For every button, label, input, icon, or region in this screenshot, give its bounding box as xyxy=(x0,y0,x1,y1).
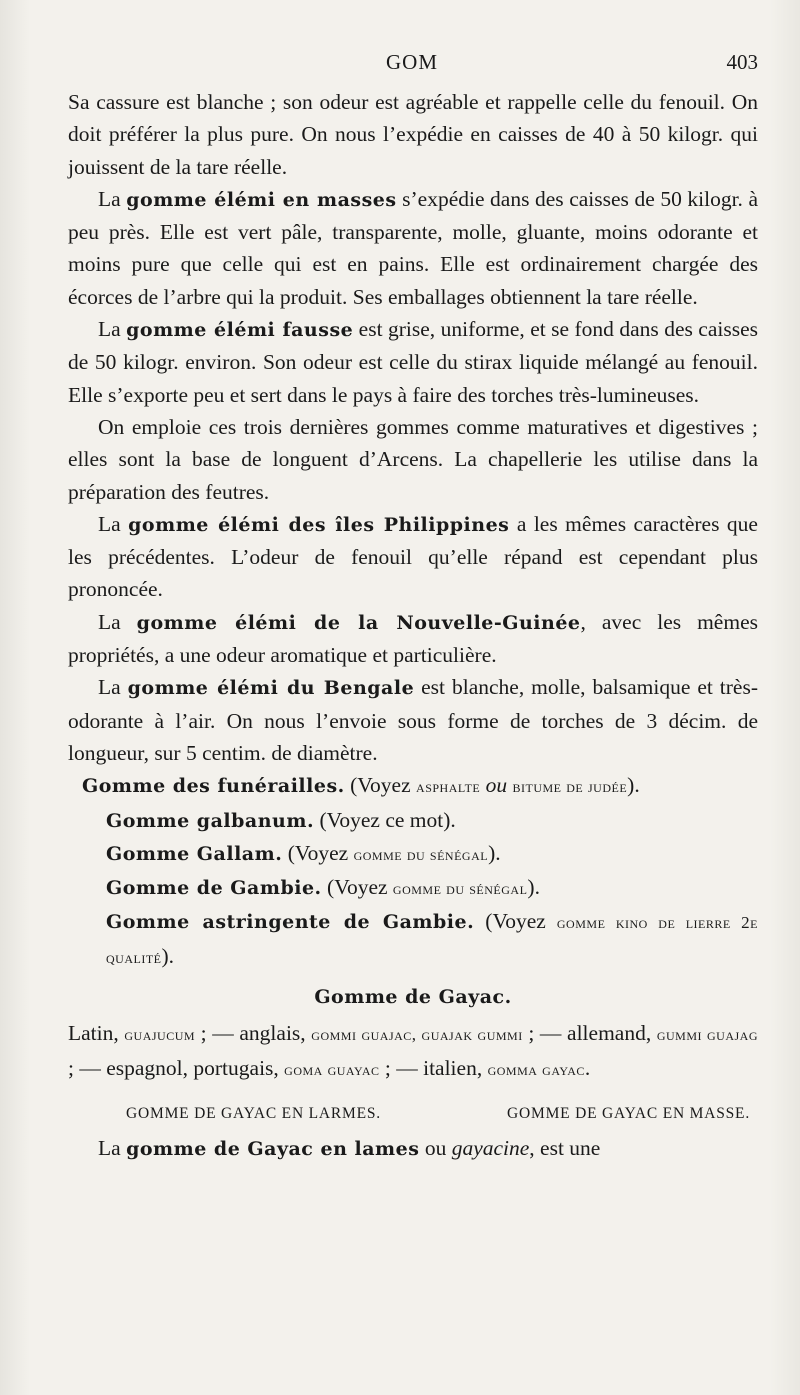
names-text: ; — allemand, xyxy=(522,1021,657,1046)
names-text: . xyxy=(584,1055,591,1080)
names-text: ; — espagnol, portugais, xyxy=(68,1055,285,1080)
name-german: gummi guajag xyxy=(656,1025,758,1045)
lead-text: La xyxy=(98,511,129,536)
paragraph-text: , avec les mêmes propriétés, a une odeur aromatique et particulière. xyxy=(68,609,758,668)
entry-text: (Voyez xyxy=(282,840,354,865)
lead-text: La xyxy=(98,675,128,700)
entry-reference: gomme du sénégal xyxy=(392,879,528,899)
lead-text: La xyxy=(98,186,127,211)
entry-text: (Voyez xyxy=(474,909,557,934)
term-heading: gomme de Gayac en lames xyxy=(126,1137,420,1160)
paragraph-names xyxy=(68,1017,758,1086)
term-heading: gomme élémi en masses xyxy=(126,188,397,211)
name-english: gommi guajac, guajak gummi xyxy=(311,1025,523,1045)
entry-term: Gomme de Gambie. xyxy=(106,877,322,900)
paragraph-elemi-fausse xyxy=(68,313,758,411)
section-title: Gomme de Gayac. xyxy=(314,986,512,1009)
entry-text: ). xyxy=(627,773,640,798)
paragraph-text: s’expédie dans des caisses de 50 kilogr. à peu près. Elle est vert pâle, transparente, molle, gluante, moins odorante et moins pure que celle qui est en pains. Elle est ordinairement chargée des écorces de l’arbre qui la produit. Ses emballages obtiennent la tare réelle. xyxy=(68,186,759,309)
entry-term: Gomme astringente de Gambie. xyxy=(106,911,475,934)
name-italian: gomma gayac xyxy=(487,1059,585,1079)
names-text: ; — italien, xyxy=(379,1055,488,1080)
entry-gallam xyxy=(68,837,758,871)
paragraph-elemi-philippines xyxy=(68,508,758,606)
subheading-masse: GOMME DE GAYAC EN MASSE. xyxy=(507,1104,750,1122)
entry-term: Gomme galbanum. xyxy=(106,809,315,832)
section-heading xyxy=(68,980,758,1013)
paragraph-text: ou xyxy=(419,1135,452,1160)
entry-text: ). xyxy=(488,840,501,865)
entry-astringente xyxy=(68,905,758,974)
paragraph-elemi-guinee xyxy=(68,606,758,672)
entry-term: Gomme des funérailles. xyxy=(82,775,345,798)
entry-galbanum xyxy=(68,804,758,837)
page-header xyxy=(68,50,758,84)
entry-reference: asphalte xyxy=(416,777,481,797)
paragraph-cassure: Sa cassure est blanche ; son odeur est agréable et rappelle celle du fenouil. On doit préférer la plus pure. On nous l’expédie en caisses de 40 à 50 kilogr. qui jouissent de la tare réelle. xyxy=(68,90,758,179)
term-heading: gomme élémi fausse xyxy=(126,319,354,342)
term-heading: gomme élémi du Bengale xyxy=(127,677,415,700)
lead-text: La xyxy=(98,609,137,634)
paragraph-text: a les mêmes caractères que les précédentes. L’odeur de fenouil qu’elle répand est cependant plus prononcée. xyxy=(68,511,758,602)
entry-funerailles xyxy=(68,769,758,803)
entry-gambie xyxy=(68,871,758,905)
paragraph-text: , est une xyxy=(529,1135,601,1160)
running-title: GOM xyxy=(386,50,439,74)
entry-reference: bitume de judée xyxy=(512,777,628,797)
subheading-larmes: GOMME DE GAYAC EN LARMES. xyxy=(126,1104,381,1122)
entry-text: (Voyez ce mot). xyxy=(314,807,456,832)
subheadings-row xyxy=(68,1094,758,1132)
names-text: Latin, xyxy=(68,1021,125,1046)
entry-text: (Voyez xyxy=(344,773,417,798)
lead-text: La xyxy=(98,1135,127,1160)
name-spanish: goma guayac xyxy=(284,1059,380,1079)
names-text: ; — anglais, xyxy=(195,1021,312,1046)
page-number: 403 xyxy=(726,50,758,74)
entry-reference: gomme du sénégal xyxy=(353,844,489,864)
entry-term: Gomme Gallam. xyxy=(106,842,283,865)
entry-reference: gomme kino de lierre 2e qualité xyxy=(106,913,758,967)
lead-text: La xyxy=(98,317,127,342)
term-heading: gomme élémi de la Nouvelle-Guinée xyxy=(136,611,581,634)
entry-text: ). xyxy=(527,875,540,900)
entry-text: ). xyxy=(161,943,175,968)
name-latin: guajucum xyxy=(124,1025,196,1045)
paragraph-text: est grise, uniforme, et se fond dans des caisses de 50 kilogr. environ. Son odeur est celle du stirax liquide mélangé au fenouil. Elle s’exporte peu et sert dans le pays à faire des torches très-lumineuses. xyxy=(68,317,759,407)
page-body xyxy=(68,86,758,1165)
paragraph-emploi: On emploie ces trois dernières gommes comme maturatives et digestives ; elles sont la base de longuent d’Arcens. La chapellerie les utilise dans la préparation des feutres. xyxy=(68,414,758,504)
term-heading: gomme élémi des îles Philippines xyxy=(128,513,510,536)
paragraph-elemi-masses xyxy=(68,183,758,313)
term-italic: gayacine xyxy=(451,1135,530,1160)
paragraph-gayac-lames xyxy=(68,1132,758,1165)
entry-text: (Voyez xyxy=(321,875,393,900)
paragraph-elemi-bengale xyxy=(68,671,758,769)
entry-text: ou xyxy=(480,773,513,798)
paragraph-text: est blanche, molle, balsamique et très-odorante à l’air. On nous l’envoie sous forme de torches de 3 décim. de longueur, sur 5 centim. de diamètre. xyxy=(68,675,758,765)
